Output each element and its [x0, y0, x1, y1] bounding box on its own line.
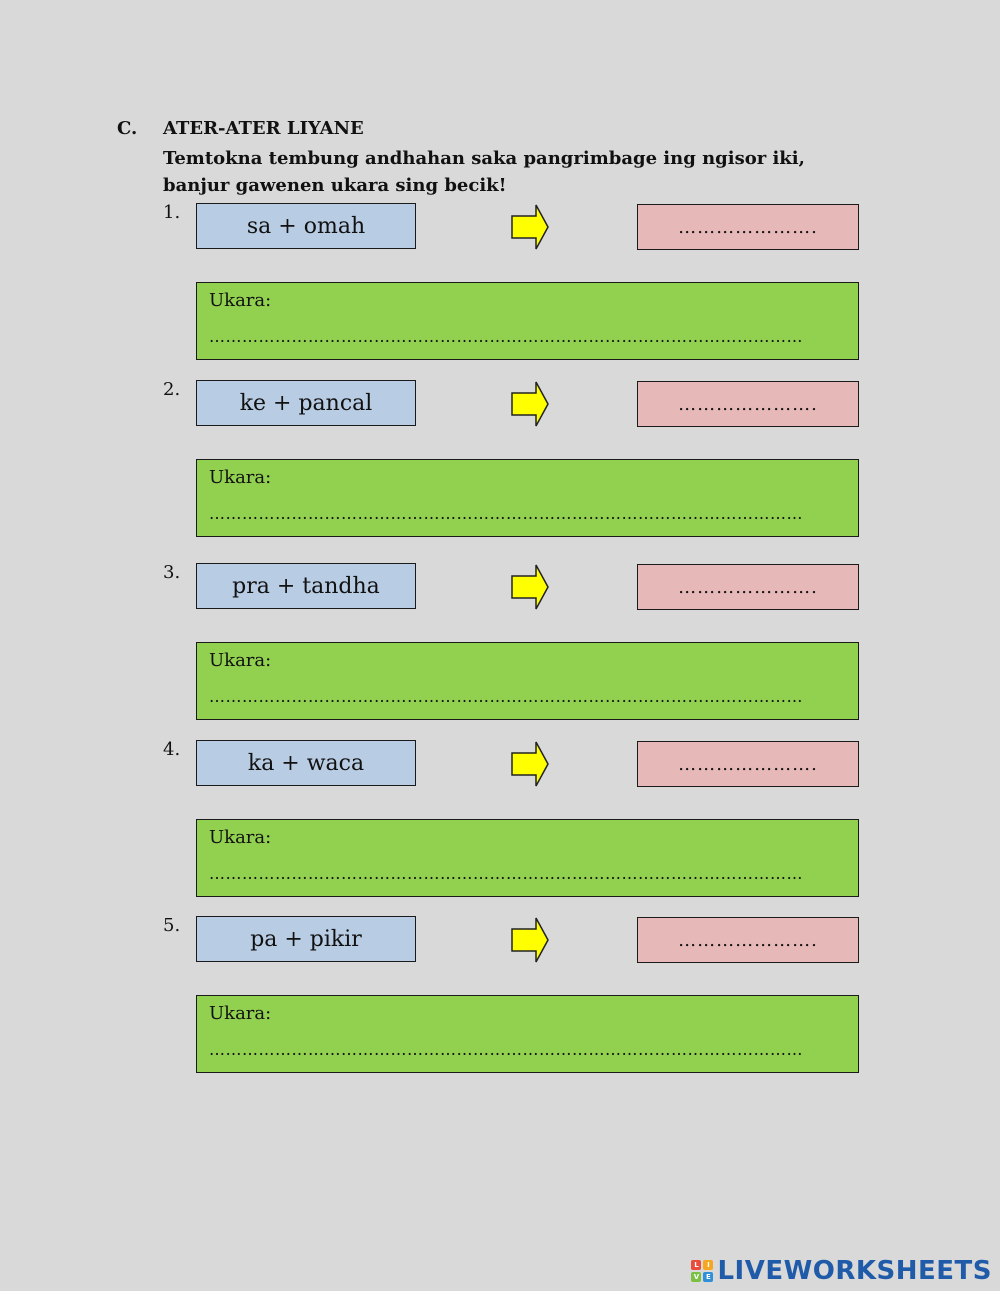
answer-input[interactable]: ………………….: [637, 917, 859, 963]
sentence-input[interactable]: [196, 459, 859, 537]
exercise-item-2: [0, 379, 1000, 559]
liveworksheets-mark-icon: [691, 1260, 713, 1282]
item-number: 2.: [163, 379, 181, 400]
item-number: 3.: [163, 562, 181, 583]
brand-name: LIVEWORKSHEETS: [717, 1256, 992, 1286]
arrow-right-icon: [510, 203, 550, 251]
section-letter: C.: [117, 118, 138, 139]
arrow-right-icon: [510, 380, 550, 428]
sentence-label: Ukara:: [209, 1003, 272, 1024]
item-number: 1.: [163, 202, 181, 223]
sentence-input[interactable]: [196, 642, 859, 720]
sentence-dotted-line: ………………………………………………………………………………………………: [209, 504, 803, 523]
sentence-label: Ukara:: [209, 650, 272, 671]
instruction-text: Temtokna tembung andhahan saka pangrimbage ing ngisor iki, banjur gawenen ukara sing becik!: [163, 148, 805, 196]
exercise-item-1: [0, 202, 1000, 382]
logo-mark-letter: E: [703, 1272, 713, 1282]
arrow-right-icon: [510, 563, 550, 611]
sentence-dotted-line: ………………………………………………………………………………………………: [209, 327, 803, 346]
sentence-dotted-line: ………………………………………………………………………………………………: [209, 687, 803, 706]
arrow-right-icon: [510, 740, 550, 788]
sentence-input[interactable]: [196, 282, 859, 360]
answer-input[interactable]: ………………….: [637, 204, 859, 250]
answer-input[interactable]: ………………….: [637, 381, 859, 427]
sentence-dotted-line: ………………………………………………………………………………………………: [209, 1040, 803, 1059]
exercise-item-4: [0, 739, 1000, 919]
sentence-dotted-line: ………………………………………………………………………………………………: [209, 864, 803, 883]
sentence-input[interactable]: [196, 819, 859, 897]
logo-mark-letter: V: [691, 1272, 701, 1282]
section-title: ATER-ATER LIYANE: [163, 118, 364, 139]
sentence-label: Ukara:: [209, 827, 272, 848]
sentence-label: Ukara:: [209, 467, 272, 488]
answer-input[interactable]: ………………….: [637, 564, 859, 610]
sentence-label: Ukara:: [209, 290, 272, 311]
affix-root-box: pra + tandha: [196, 563, 416, 609]
item-number: 5.: [163, 915, 181, 936]
affix-root-box: sa + omah: [196, 203, 416, 249]
exercise-item-3: [0, 562, 1000, 742]
affix-root-box: ke + pancal: [196, 380, 416, 426]
answer-input[interactable]: ………………….: [637, 741, 859, 787]
logo-mark-letter: L: [691, 1260, 701, 1270]
logo-mark-letter: I: [703, 1260, 713, 1270]
affix-root-box: ka + waca: [196, 740, 416, 786]
exercise-item-5: [0, 915, 1000, 1095]
arrow-right-icon: [510, 916, 550, 964]
liveworksheets-logo: [691, 1255, 992, 1287]
sentence-input[interactable]: [196, 995, 859, 1073]
affix-root-box: pa + pikir: [196, 916, 416, 962]
item-number: 4.: [163, 739, 181, 760]
